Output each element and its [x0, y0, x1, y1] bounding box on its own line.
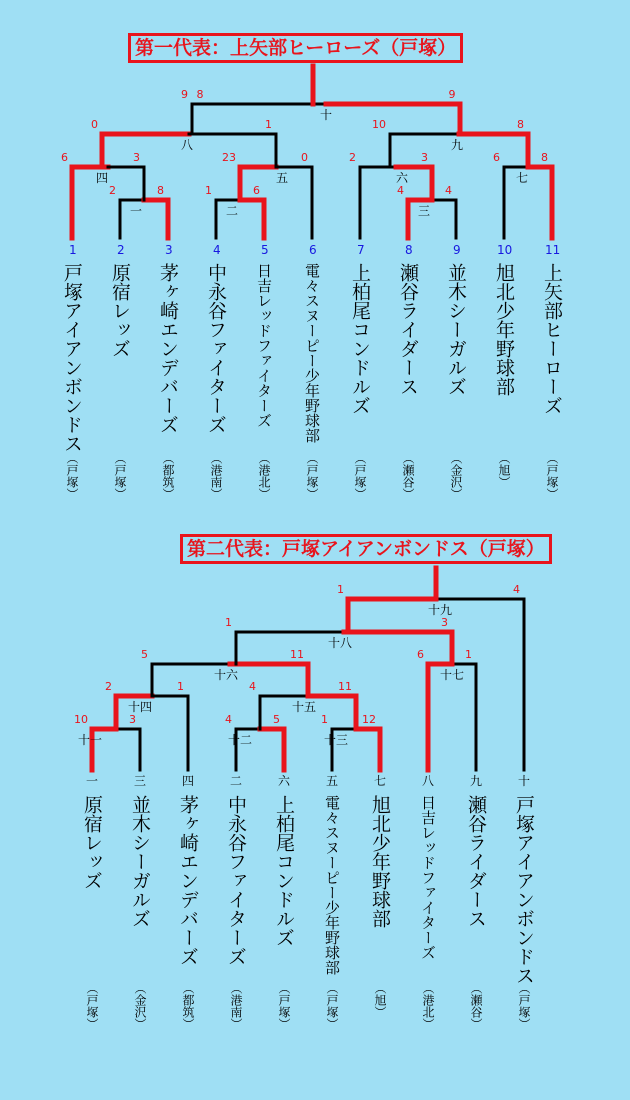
team-location: （戸塚） [325, 982, 339, 1030]
score-label: 3 [421, 151, 428, 164]
team-number: 8 [405, 243, 413, 257]
score-label: 1 [465, 648, 472, 661]
team-name: 茅ヶ崎エンデバーズ [177, 795, 199, 966]
score-label: 11 [338, 680, 352, 693]
team-location: （戸塚） [85, 982, 99, 1030]
team-number: 6 [309, 243, 317, 257]
score-label: 3 [133, 151, 140, 164]
score-label: 5 [273, 713, 280, 726]
score-label: 1 [337, 583, 344, 596]
score-label: 6 [493, 151, 500, 164]
score-label: 9 [448, 88, 456, 101]
team-name: 上柏尾コンドルズ [349, 263, 371, 415]
score-label: 4 [249, 680, 256, 693]
match-number-label: 六 [395, 171, 409, 185]
match-number-label: 十四 [127, 700, 153, 714]
section2-title: 第二代表：戸塚アイアンボンドス（戸塚） [180, 534, 552, 564]
team-location: （戸塚） [545, 452, 559, 500]
match-number-label: 五 [275, 171, 289, 185]
match-number-label: 四 [95, 171, 109, 185]
team-name: 原宿レッズ [109, 263, 131, 358]
team-name: 中永谷ファイターズ [205, 263, 227, 434]
team-name: 瀬谷ライダース [465, 795, 487, 928]
score-label: 6 [417, 648, 424, 661]
seed-label: 七 [374, 774, 387, 788]
team-name: 戸塚アイアンボンドス [513, 795, 535, 985]
score-label: 9 [181, 88, 188, 101]
match-number-label: 七 [515, 171, 529, 185]
team-location: （港北） [257, 452, 271, 500]
match-number-label: 十八 [327, 636, 353, 650]
score-label: 2 [105, 680, 112, 693]
score-label: 1 [205, 184, 212, 197]
score-label: 10 [74, 713, 88, 726]
team-name: 旭北少年野球部 [493, 263, 515, 396]
team-location: （港南） [209, 452, 223, 500]
team-location: （都筑） [161, 452, 175, 500]
score-label: 0 [91, 118, 98, 131]
match-number-label: 十九 [427, 603, 453, 617]
score-label: 3 [129, 713, 136, 726]
score-label: 10 [372, 118, 386, 131]
match-number-label: 八 [180, 138, 194, 152]
team-location: （金沢） [449, 452, 463, 500]
score-label: 11 [290, 648, 304, 661]
score-label: 0 [301, 151, 308, 164]
team-number: 2 [117, 243, 125, 257]
score-label: 6 [253, 184, 260, 197]
score-label: 1 [321, 713, 328, 726]
score-label: 1 [177, 680, 184, 693]
score-label: 2 [109, 184, 116, 197]
team-number: 4 [213, 243, 221, 257]
score-label: 5 [141, 648, 148, 661]
team-number: 5 [261, 243, 269, 257]
team-location: （戸塚） [305, 452, 319, 500]
match-number-label: 十二 [227, 733, 253, 747]
score-label: 6 [61, 151, 68, 164]
team-number: 1 [69, 243, 77, 257]
team-name: 原宿レッズ [81, 795, 103, 890]
score-label: 23 [222, 151, 236, 164]
score-label: 4 [445, 184, 452, 197]
team-name: 日吉レッドファイターズ [255, 263, 273, 428]
team-name: 戸塚アイアンボンドス [61, 263, 83, 453]
team-number: 9 [453, 243, 461, 257]
score-label: 8 [157, 184, 164, 197]
seed-label: 十 [518, 774, 531, 788]
section1-title: 第一代表：上矢部ヒーローズ（戸塚） [128, 33, 463, 63]
team-location: （瀬谷） [401, 452, 415, 500]
match-number-label: 二 [225, 204, 239, 218]
team-name: 並木シーガルズ [129, 795, 151, 928]
team-location: （戸塚） [517, 982, 531, 1030]
score-label: 1 [225, 616, 232, 629]
team-number: 11 [545, 243, 561, 257]
team-name: 電々スヌーピー少年野球部 [303, 263, 321, 443]
team-location: （戸塚） [65, 452, 79, 500]
match-number-label: 一 [129, 204, 143, 218]
team-number: 10 [497, 243, 513, 257]
seed-label: 六 [278, 774, 291, 788]
team-location: （戸塚） [113, 452, 127, 500]
team-name: 茅ヶ崎エンデバーズ [157, 263, 179, 434]
match-number-label: 三 [417, 204, 431, 218]
team-name: 電々スヌーピー少年野球部 [323, 795, 341, 975]
seed-label: 五 [326, 774, 339, 788]
team-name: 上矢部ヒーローズ [541, 263, 563, 415]
seed-label: 八 [422, 774, 435, 788]
team-location: （金沢） [133, 982, 147, 1030]
seed-label: 二 [230, 774, 243, 788]
match-number-label: 十七 [439, 668, 465, 682]
seed-label: 一 [86, 774, 99, 788]
team-location: （旭） [373, 982, 387, 1018]
team-name: 瀬谷ライダース [397, 263, 419, 396]
score-label: 2 [349, 151, 356, 164]
match-number-label: 十一 [77, 733, 103, 747]
match-number-label: 十五 [291, 700, 317, 714]
score-label: 1 [265, 118, 272, 131]
score-label: 4 [397, 184, 404, 197]
seed-label: 四 [182, 774, 195, 788]
score-label: 12 [362, 713, 376, 726]
team-number: 3 [165, 243, 173, 257]
team-location: （戸塚） [353, 452, 367, 500]
team-location: （瀬谷） [469, 982, 483, 1030]
match-number-label: 十 [319, 108, 333, 122]
team-name: 並木シーガルズ [445, 263, 467, 396]
seed-label: 九 [470, 774, 483, 788]
seed-label: 三 [134, 774, 147, 788]
team-name: 旭北少年野球部 [369, 795, 391, 928]
team-location: （都筑） [181, 982, 195, 1030]
team-location: （旭） [497, 452, 511, 488]
match-number-label: 十六 [213, 668, 239, 682]
score-label: 4 [513, 583, 520, 596]
team-name: 日吉レッドファイターズ [419, 795, 437, 960]
score-label: 8 [517, 118, 524, 131]
match-number-label: 十三 [323, 733, 349, 747]
team-name: 中永谷ファイターズ [225, 795, 247, 966]
team-number: 7 [357, 243, 365, 257]
score-label: 4 [225, 713, 232, 726]
team-location: （港南） [229, 982, 243, 1030]
team-location: （港北） [421, 982, 435, 1030]
score-label: 8 [196, 88, 204, 101]
score-label: 8 [541, 151, 548, 164]
team-location: （戸塚） [277, 982, 291, 1030]
score-label: 3 [441, 616, 448, 629]
match-number-label: 九 [450, 138, 464, 152]
team-name: 上柏尾コンドルズ [273, 795, 295, 947]
